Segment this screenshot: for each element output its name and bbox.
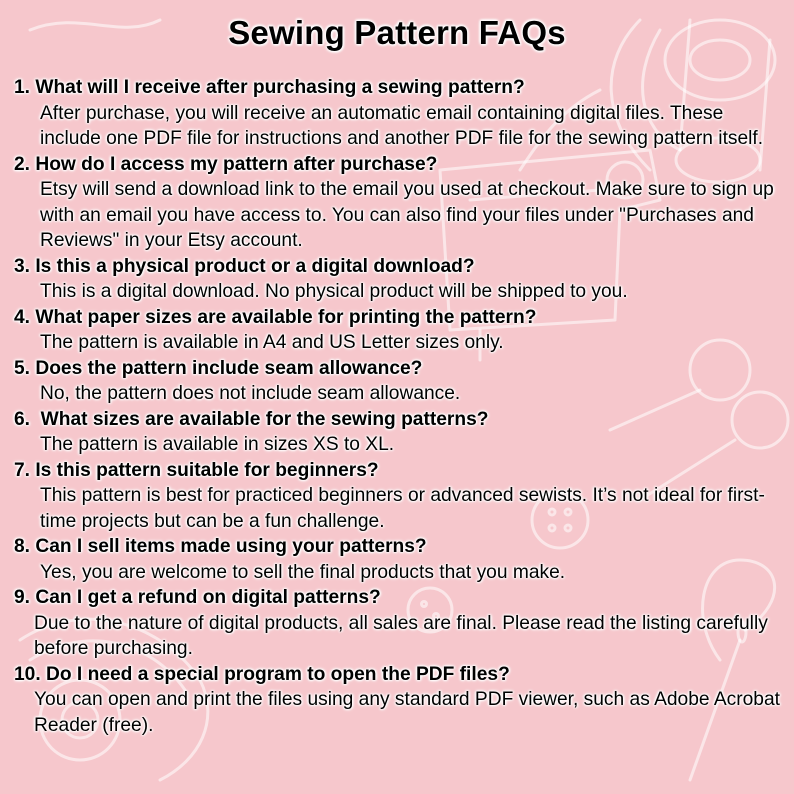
faq-question: 10. Do I need a special program to open the PDF files? (14, 663, 510, 685)
faq-question: 8. Can I sell items made using your patterns? (14, 536, 427, 557)
faq-question: 4. What paper sizes are available for printing the pattern? (14, 306, 537, 328)
faq-answer: Yes, you are welcome to sell the final products that you make. (40, 561, 566, 583)
faq-item (14, 662, 789, 739)
faq-item (14, 356, 789, 407)
faq-item (14, 458, 789, 535)
faq-question: 7. Is this pattern suitable for beginners? (14, 459, 379, 481)
faq-item (14, 585, 789, 662)
faq-item (14, 254, 789, 305)
faq-item (14, 305, 789, 356)
faq-answer: After purchase, you will receive an automatic email containing digital files. These include one PDF file for instructions and another PDF file for the sewing pattern itself. (40, 102, 764, 149)
faq-answer: The pattern is available in A4 and US Letter sizes only. (40, 332, 504, 353)
page-title: Sewing Pattern FAQs (228, 14, 566, 51)
faq-answer: You can open and print the files using any standard PDF viewer, such as Adobe Acrobat Reader (free). (34, 689, 780, 736)
faq-item (14, 534, 789, 585)
faq-question: 1. What will I receive after purchasing a sewing pattern? (14, 77, 525, 98)
faq-list (14, 75, 789, 738)
faq-question: 9. Can I get a refund on digital patterns? (14, 587, 381, 608)
faq-answer: Etsy will send a download link to the email you used at checkout. Make sure to sign up with an email you have access to. You can also find your files under "Purchases and Reviews" in your Etsy account. (40, 179, 774, 251)
faq-answer: This pattern is best for practiced beginners or advanced sewists. It’s not ideal for first-time projects but can be a fun challenge. (40, 485, 765, 532)
faq-answer: The pattern is available in sizes XS to XL. (40, 434, 395, 455)
faq-question: 6. What sizes are available for the sewing patterns? (14, 408, 489, 430)
faq-answer: This is a digital download. No physical product will be shipped to you. (40, 281, 628, 302)
faq-item (14, 152, 789, 254)
faq-question: 5. Does the pattern include seam allowance? (14, 357, 423, 379)
faq-answer: Due to the nature of digital products, all sales are final. Please read the listing carefully before purchasing. (34, 612, 768, 659)
faq-question: 3. Is this a physical product or a digital download? (14, 255, 475, 277)
faq-item (14, 75, 789, 152)
faq-item (14, 407, 789, 458)
faq-answer: No, the pattern does not include seam allowance. (40, 383, 461, 404)
faq-question: 2. How do I access my pattern after purchase? (14, 153, 438, 175)
